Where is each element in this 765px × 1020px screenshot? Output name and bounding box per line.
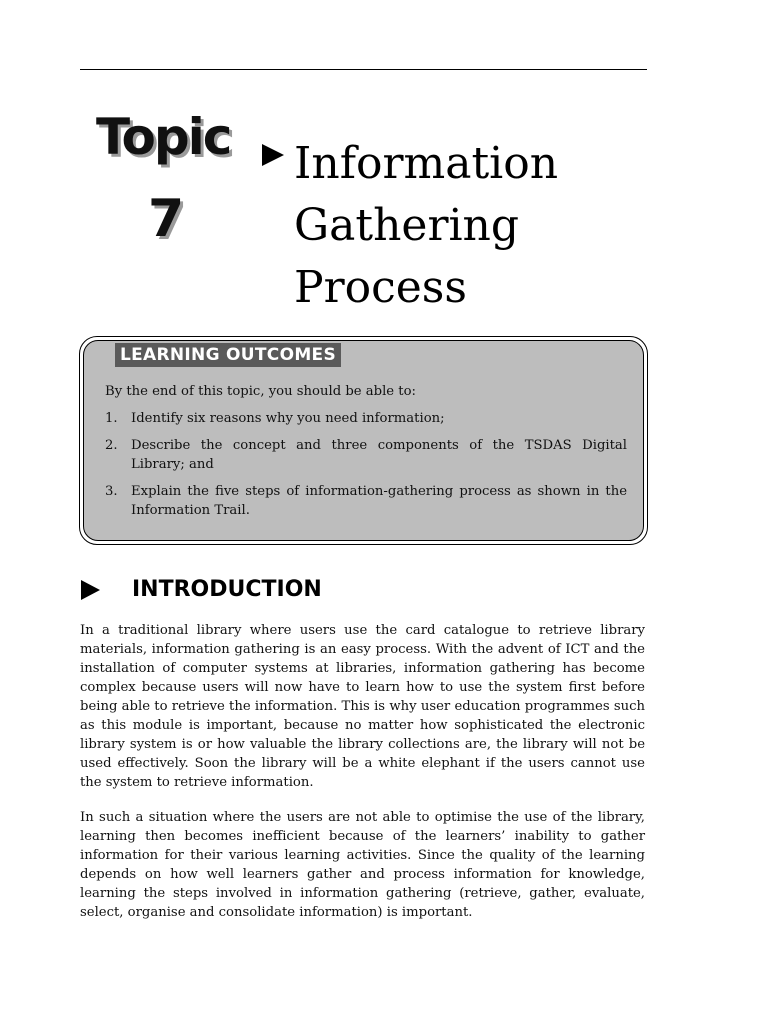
- learning-outcomes-list: [105, 409, 627, 528]
- chapter-title: [294, 133, 558, 319]
- item-text: Identify six reasons why you need information;: [131, 411, 445, 426]
- item-text: Explain the five steps of information-gathering process as shown in the Information Trail.: [131, 484, 627, 518]
- item-number: 1.: [105, 411, 118, 426]
- learning-outcome-item: [105, 436, 627, 474]
- item-number: 2.: [105, 438, 118, 453]
- section-arrow-icon: [81, 580, 100, 600]
- learning-outcome-item: [105, 482, 627, 520]
- chapter-title-line: Process: [294, 262, 467, 313]
- learning-outcomes-intro: By the end of this topic, you should be able to:: [105, 384, 416, 399]
- learning-outcome-item: [105, 409, 627, 428]
- chapter-title-line: Gathering: [294, 200, 520, 251]
- body-paragraph: In such a situation where the users are not able to optimise the use of the library, learning then becomes inefficient because of the learners’ inability to gather information for their various learning activities. Since the quality of the learning depends on how well learners gather and process information for knowledge, learning the steps involved in information gathering (retrieve, gather, evaluate, select, organise and consolidate information) is important.: [80, 810, 645, 920]
- header-rule: [80, 69, 647, 70]
- chapter-title-line: Information: [294, 138, 559, 189]
- topic-label: Topic: [96, 108, 231, 166]
- topic-number: 7: [148, 189, 185, 249]
- title-arrow-icon: [262, 144, 284, 166]
- body-paragraph: In a traditional library where users use the card catalogue to retrieve library materials, information gathering is an easy process. With the advent of ICT and the installation of computer systems at libraries, information gathering has become complex because users will now have to learn how to use the system first before being able to retrieve the information. This is why user education programmes such as this module is important, because no matter how sophisticated the electronic library system is or how valuable the library collections are, the library will not be used effectively. Soon the library will be a white elephant if the users cannot use the system to retrieve information.: [80, 623, 645, 790]
- learning-outcomes-label: LEARNING OUTCOMES: [115, 343, 341, 367]
- section-heading: INTRODUCTION: [132, 577, 322, 602]
- item-text: Describe the concept and three components of the TSDAS Digital Library; and: [131, 438, 627, 472]
- item-number: 3.: [105, 484, 118, 499]
